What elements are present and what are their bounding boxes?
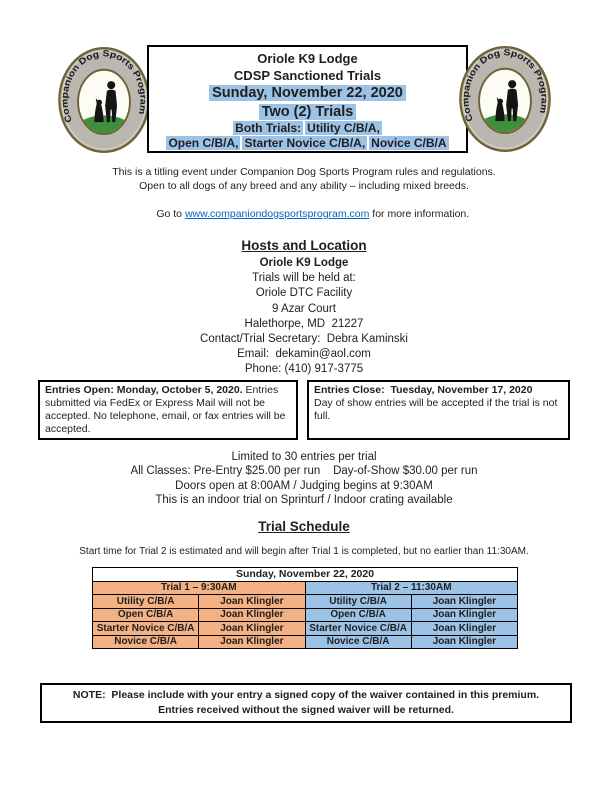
- trial1-class: Open C/B/A: [93, 608, 199, 622]
- cdsp-logo-right: [457, 45, 553, 153]
- event-classes-line2: Open C/B/A, Starter Novice C/B/A, Novice C/B/A: [168, 136, 447, 150]
- location-contact: Contact/Trial Secretary: Debra Kaminski: [200, 333, 408, 346]
- waiver-note-line-1: NOTE: Please include with your entry a signed copy of the waiver contained in this premium.: [72, 689, 540, 702]
- event-type: CDSP Sanctioned Trials: [233, 68, 382, 83]
- logo-ring-text: Companion Dog Sports Program: [59, 48, 149, 125]
- trial1-class: Utility C/B/A: [93, 595, 199, 609]
- trial2-judge: Joan Klingler: [411, 595, 517, 609]
- trial-details-block: [0, 450, 608, 508]
- event-trials-count: Two (2) Trials: [149, 103, 466, 122]
- table-trial-header-row: [93, 581, 518, 595]
- entry-limit: Limited to 30 entries per trial: [231, 450, 377, 463]
- entries-open-rules: Entries submitted via FedEx or Express Mail will not be accepted. No telephone, email, or fax entries will be accepted.: [45, 383, 289, 435]
- table-row: [93, 608, 518, 622]
- table-row: [93, 595, 518, 609]
- trial2-header-cell: Trial 2 – 11:30AM: [305, 581, 518, 595]
- entries-open-box: [38, 380, 298, 440]
- intro-goto-text: Go to: [156, 208, 185, 220]
- logo-ring-text: Companion Dog Sports Program: [460, 47, 550, 124]
- location-phone: Phone: (410) 917-3775: [244, 363, 364, 376]
- trial1-header-cell: Trial 1 – 9:30AM: [93, 581, 306, 595]
- event-date: Sunday, November 22, 2020: [149, 84, 466, 103]
- top-banner: [0, 0, 608, 165]
- location-block: [0, 256, 608, 378]
- trial2-class: Utility C/B/A: [305, 595, 411, 609]
- cdsp-website-link[interactable]: www.companiondogsportsprogram.com: [184, 208, 370, 220]
- trial2-start-note: Start time for Trial 2 is estimated and will begin after Trial 1 is completed, but no earlier than 11:30AM.: [79, 545, 529, 557]
- entries-close-date: Entries Close: Tuesday, November 17, 2020: [314, 383, 533, 396]
- table-date-row: [93, 567, 518, 581]
- location-host: Oriole K9 Lodge: [259, 257, 349, 269]
- trial-schedule-table: [92, 567, 518, 650]
- trial-schedule-heading: Trial Schedule: [258, 518, 350, 534]
- intro-line-1: This is a titling event under Companion Dog Sports Program rules and regulations.: [112, 166, 496, 178]
- entries-close-rules: Day of show entries will be accepted if the trial is not full.: [314, 396, 561, 422]
- trial1-judge: Joan Klingler: [199, 635, 305, 649]
- hosts-location-heading: Hosts and Location: [241, 238, 367, 253]
- location-email: Email: dekamin@aol.com: [237, 348, 371, 361]
- trial1-judge: Joan Klingler: [199, 622, 305, 636]
- table-row: [93, 635, 518, 649]
- trial1-judge: Joan Klingler: [199, 595, 305, 609]
- trial2-class: Open C/B/A: [305, 608, 411, 622]
- location-street: 9 Azar Court: [272, 302, 336, 315]
- location-held-at: Trials will be held at:: [252, 272, 356, 285]
- entries-boxes-row: [38, 380, 570, 440]
- trial2-class: Starter Novice C/B/A: [305, 622, 411, 636]
- waiver-note-line-2: Entries received without the signed waiver will be returned.: [158, 703, 454, 716]
- schedule-date-cell: Sunday, November 22, 2020: [93, 567, 518, 581]
- trial1-judge: Joan Klingler: [199, 608, 305, 622]
- entries-open-date: Entries Open: Monday, October 5, 2020.: [45, 383, 243, 396]
- location-city: Halethorpe, MD 21227: [244, 317, 364, 330]
- trial1-class: Starter Novice C/B/A: [93, 622, 199, 636]
- indoor-trial-info: This is an indoor trial on Sprinturf / Indoor crating available: [155, 494, 453, 507]
- cdsp-logo-left: [56, 46, 152, 154]
- event-title-box: [147, 45, 468, 153]
- entries-close-box: [307, 380, 570, 440]
- intro-line-2: Open to all dogs of any breed and any ability – including mixed breeds.: [139, 180, 469, 192]
- event-host-name: Oriole K9 Lodge: [257, 51, 358, 66]
- trial2-judge: Joan Klingler: [411, 635, 517, 649]
- waiver-note-box: [40, 683, 572, 723]
- trial1-class: Novice C/B/A: [93, 635, 199, 649]
- trial2-judge: Joan Klingler: [411, 622, 517, 636]
- table-row: [93, 622, 518, 636]
- entry-fees: All Classes: Pre-Entry $25.00 per run Day-of-Show $30.00 per run: [130, 465, 478, 478]
- location-facility: Oriole DTC Facility: [255, 287, 353, 300]
- trial2-judge: Joan Klingler: [411, 608, 517, 622]
- intro-moreinfo-text: for more information.: [369, 208, 470, 220]
- event-classes-line1: Both Trials: Utility C/B/A,: [235, 121, 380, 135]
- intro-line-3: [0, 193, 608, 235]
- intro-paragraph: [0, 165, 608, 235]
- trial2-class: Novice C/B/A: [305, 635, 411, 649]
- doors-judging-times: Doors open at 8:00AM / Judging begins at 9:30AM: [175, 479, 433, 492]
